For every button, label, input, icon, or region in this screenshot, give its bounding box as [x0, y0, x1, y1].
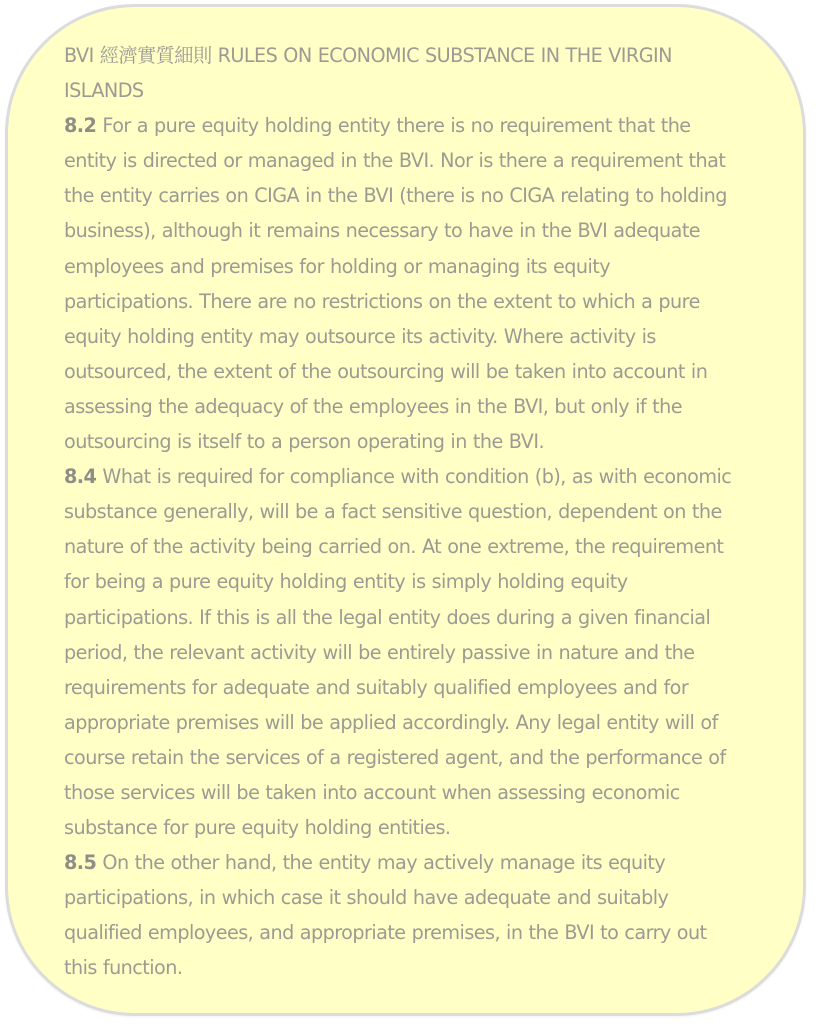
- section-text: What is required for compliance with condition (b), as with economic: [96, 465, 732, 489]
- section-line: equity holding entity may outsource its activity. Where activity is: [64, 324, 656, 348]
- section-number: 8.2: [64, 114, 97, 138]
- section-line: [64, 108, 804, 143]
- section-line: [64, 845, 804, 880]
- section-8-2: [64, 108, 804, 459]
- section-line: period, the relevant activity will be entirely passive in nature and the: [64, 640, 695, 664]
- section-line: participations. If this is all the legal entity does during a given financial: [64, 605, 711, 629]
- section-line: those services will be taken into account when assessing economic: [64, 780, 680, 804]
- section-line: assessing the adequacy of the employees in the BVI, but only if the: [64, 394, 682, 418]
- section-8-4: [64, 459, 804, 845]
- section-line: participations, in which case it should have adequate and suitably: [64, 886, 669, 910]
- section-8-5: [64, 845, 804, 985]
- section-line: outsourced, the extent of the outsourcing will be taken into account in: [64, 359, 708, 383]
- section-line: requirements for adequate and suitably qualified employees and for: [64, 675, 689, 699]
- document-title-line: ISLANDS: [64, 79, 144, 103]
- section-line: employees and premises for holding or managing its equity: [64, 254, 611, 278]
- section-number: 8.4: [64, 465, 97, 489]
- section-line: course retain the services of a registered agent, and the performance of: [64, 745, 726, 769]
- section-line: the entity carries on CIGA in the BVI (there is no CIGA relating to holding: [64, 184, 727, 208]
- section-number: 8.5: [64, 851, 97, 875]
- section-line: this function.: [64, 956, 183, 980]
- section-text: On the other hand, the entity may actively manage its equity: [96, 851, 666, 875]
- section-line: business), although it remains necessary to have in the BVI adequate: [64, 219, 701, 243]
- section-line: appropriate premises will be applied accordingly. Any legal entity will of: [64, 710, 718, 734]
- section-line: outsourcing is itself to a person operating in the BVI.: [64, 430, 545, 454]
- section-line: qualified employees, and appropriate premises, in the BVI to carry out: [64, 921, 707, 945]
- section-line: substance for pure equity holding entities.: [64, 816, 451, 840]
- document-title-line: BVI 經濟實質細則 RULES ON ECONOMIC SUBSTANCE IN THE VIRGIN: [64, 44, 672, 67]
- section-line: for being a pure equity holding entity is simply holding equity: [64, 570, 628, 594]
- section-line: nature of the activity being carried on. At one extreme, the requirement: [64, 535, 724, 559]
- section-line: entity is directed or managed in the BVI. Nor is there a requirement that: [64, 149, 726, 173]
- section-line: participations. There are no restrictions on the extent to which a pure: [64, 289, 700, 313]
- section-text: For a pure equity holding entity there is no requirement that the: [96, 114, 691, 138]
- section-line: [64, 459, 804, 494]
- section-line: substance generally, will be a fact sensitive question, dependent on the: [64, 500, 722, 524]
- document-content: [64, 38, 804, 986]
